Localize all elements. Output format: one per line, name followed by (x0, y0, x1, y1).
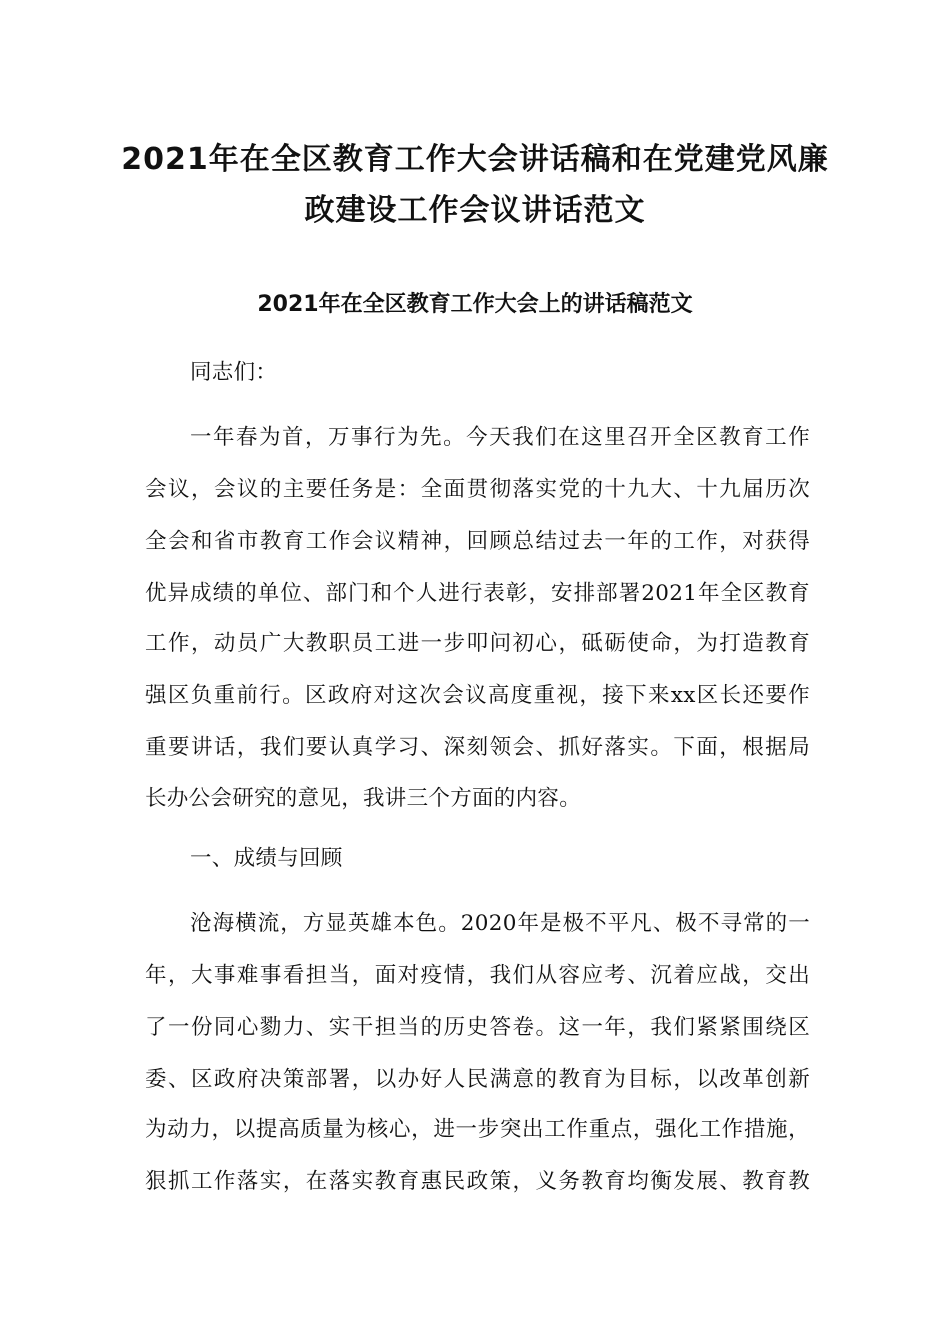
paragraph1-line: 会议，会议的主要任务是：全面贯彻落实党的十九大、十九届历次 (145, 477, 810, 502)
paragraph2-line: 年，大事难事看担当，面对疫情，我们从容应考、沉着应战，交出 (145, 963, 810, 988)
paragraph2-line: 沧海横流，方显英雄本色。2020年是极不平凡、极不寻常的一 (190, 911, 810, 936)
paragraph2-line: 狠抓工作落实，在落实教育惠民政策，义务教育均衡发展、教育教 (145, 1169, 810, 1194)
paragraph1-line: 长办公会研究的意见，我讲三个方面的内容。 (145, 786, 582, 811)
document-title-line-2: 政建设工作会议讲话范文 (304, 193, 646, 228)
paragraph1-line: 强区负重前行。区政府对这次会议高度重视，接下来xx区长还要作 (145, 683, 810, 708)
paragraph1-line: 优异成绩的单位、部门和个人进行表彰，安排部署2021年全区教育 (145, 581, 810, 606)
document-subtitle: 2021年在全区教育工作大会上的讲话稿范文 (257, 292, 693, 317)
document-title-line-1: 2021年在全区教育工作大会讲话稿和在党建党风廉 (121, 142, 829, 177)
paragraph1-line: 重要讲话，我们要认真学习、深刻领会、抓好落实。下面，根据局 (145, 735, 810, 760)
paragraph1-line: 全会和省市教育工作会议精神，回顾总结过去一年的工作，对获得 (145, 529, 810, 554)
paragraph1-line: 一年春为首，万事行为先。今天我们在这里召开全区教育工作 (190, 425, 810, 450)
salutation: 同志们： (190, 360, 278, 385)
paragraph1-line: 工作，动员广大教职员工进一步叩问初心，砥砺使命，为打造教育 (145, 631, 810, 656)
paragraph2-line: 委、区政府决策部署，以办好人民满意的教育为目标，以改革创新 (145, 1067, 810, 1092)
paragraph2-line: 为动力，以提高质量为核心，进一步突出工作重点，强化工作措施， (145, 1117, 810, 1142)
section-heading: 一、成绩与回顾 (190, 846, 343, 871)
paragraph2-line: 了一份同心勠力、实干担当的历史答卷。这一年，我们紧紧围绕区 (145, 1015, 810, 1040)
